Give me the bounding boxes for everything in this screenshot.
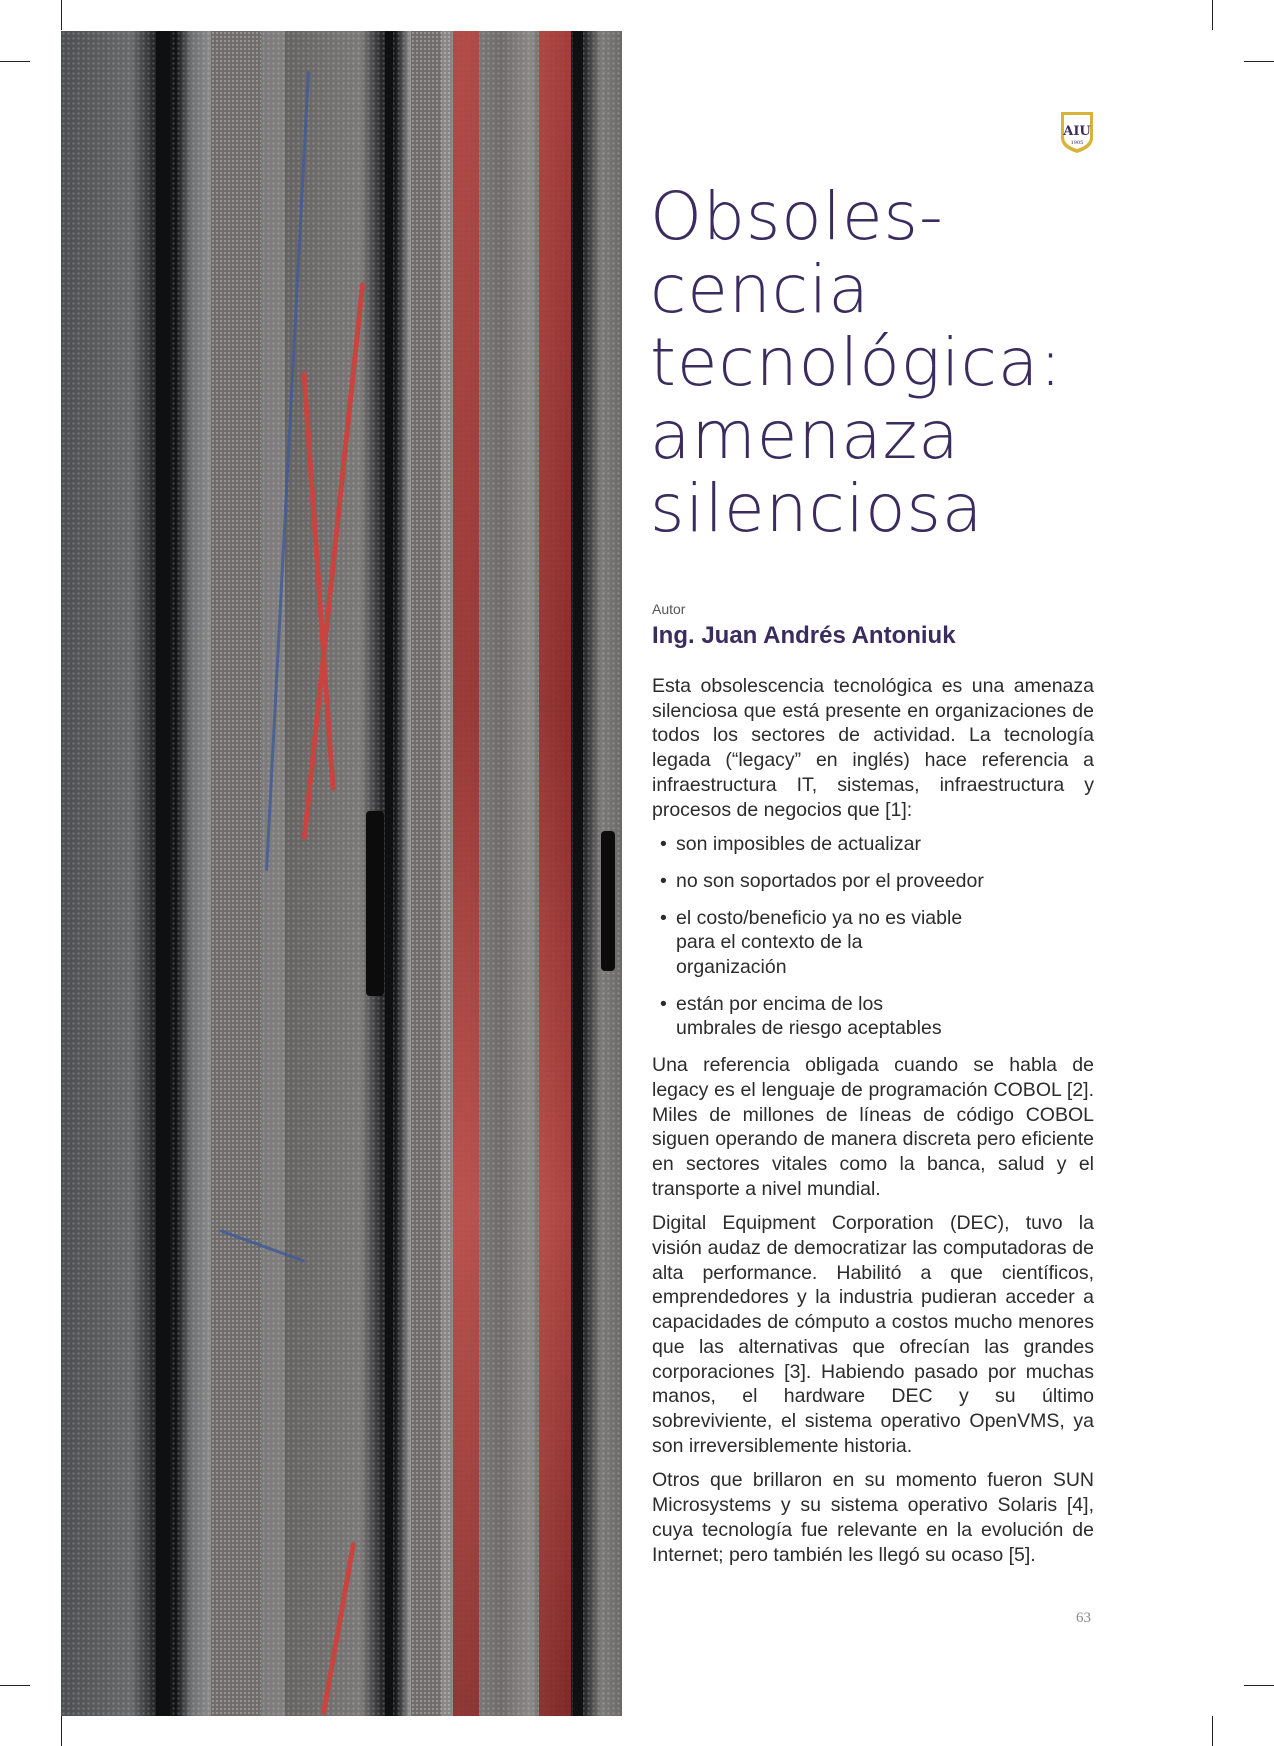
crop-mark [0,61,30,62]
list-item: • están por encima de los umbrales de riesgo aceptables [660,992,942,1040]
body-paragraph: Una referencia obligada cuando se habla de legacy es el lenguaje de programación COBOL [2]. Miles de millones de líneas de código COBOL siguen operando de manera discreta pero eficiente en sectores vitales como la banca, salud y el transporte a nivel mundial. [652,1054,1094,1200]
bullet-icon: • [660,833,667,856]
crop-mark [1212,1716,1213,1746]
rack-rail [211,31,261,1716]
rack-door-handle [601,831,615,971]
intro-paragraph: Esta obsolescencia tecnológica es una amenaza silenciosa que está presente en organizaciones de todos los sectores de actividad. La tecnología legada (“legacy” en inglés) hace referencia a infraestructura IT, sistemas, infraestructura y procesos de negocios que [1]: [652,675,1094,821]
rack-edge [573,31,583,1716]
body-paragraph: Otros que brillaron en su momento fueron SUN Microsystems y su sistema operativo Solaris [4], cuya tecnología fue relevante en la evolución de Internet; pero también les llegó su ocaso [5]. [652,1469,1094,1566]
article-title [650,180,1110,545]
aiu-shield-logo [1059,110,1095,154]
title-line: silenciosa [650,470,984,547]
title-line: amenaza [650,397,960,474]
rack-door-handle [366,811,384,996]
logo-year: 1905 [1070,140,1084,146]
list-item: • no son soportados por el proveedor [660,869,984,892]
bullet-icon: • [660,992,667,1015]
red-cable [302,282,366,839]
crop-mark [1244,61,1274,62]
light-glare [441,31,451,1716]
author-label: Autor [652,601,686,617]
red-power-strip [539,31,571,1716]
title-line: tecnológica: [650,324,1063,401]
title-line: Obsoles- [650,178,944,255]
crop-mark [1212,0,1213,30]
page-number: 63 [1076,1610,1091,1626]
red-power-strip [453,31,479,1716]
crop-mark [61,0,62,30]
server-rack-photo [61,31,622,1716]
rack-edge [385,31,393,1716]
rack-edge [156,31,170,1716]
red-cable [321,1542,356,1715]
light-glare [261,31,285,1716]
list-item: • son imposibles de actualizar [660,833,921,856]
author-name: Ing. Juan Andrés Antoniuk [652,622,956,649]
crop-mark [1244,1685,1274,1686]
bullet-icon: • [660,869,667,892]
crop-mark [61,1716,62,1746]
crop-mark [0,1685,30,1686]
bullet-icon: • [660,906,667,929]
list-item: • el costo/beneficio ya no es viable para el contexto de la organización [660,906,963,979]
logo-letters: AIU [1063,124,1091,139]
article-body [652,674,1094,1577]
title-line: cencia [650,251,870,328]
body-paragraph: Digital Equipment Corporation (DEC), tuvo la visión audaz de democratizar las computadoras de alta performance. Habilitó a que científicos, emprendedores y la industria pudieran acceder a capacidades de cómputo a costos mucho menores que las alternativas que ofrecían las grandes corporaciones [3]. Habiendo pasado por muchas manos, el hardware DEC y su último sobreviviente, el sistema operativo OpenVMS, ya son irreversiblemente historia. [652,1212,1094,1457]
bullet-list [652,832,1094,1041]
